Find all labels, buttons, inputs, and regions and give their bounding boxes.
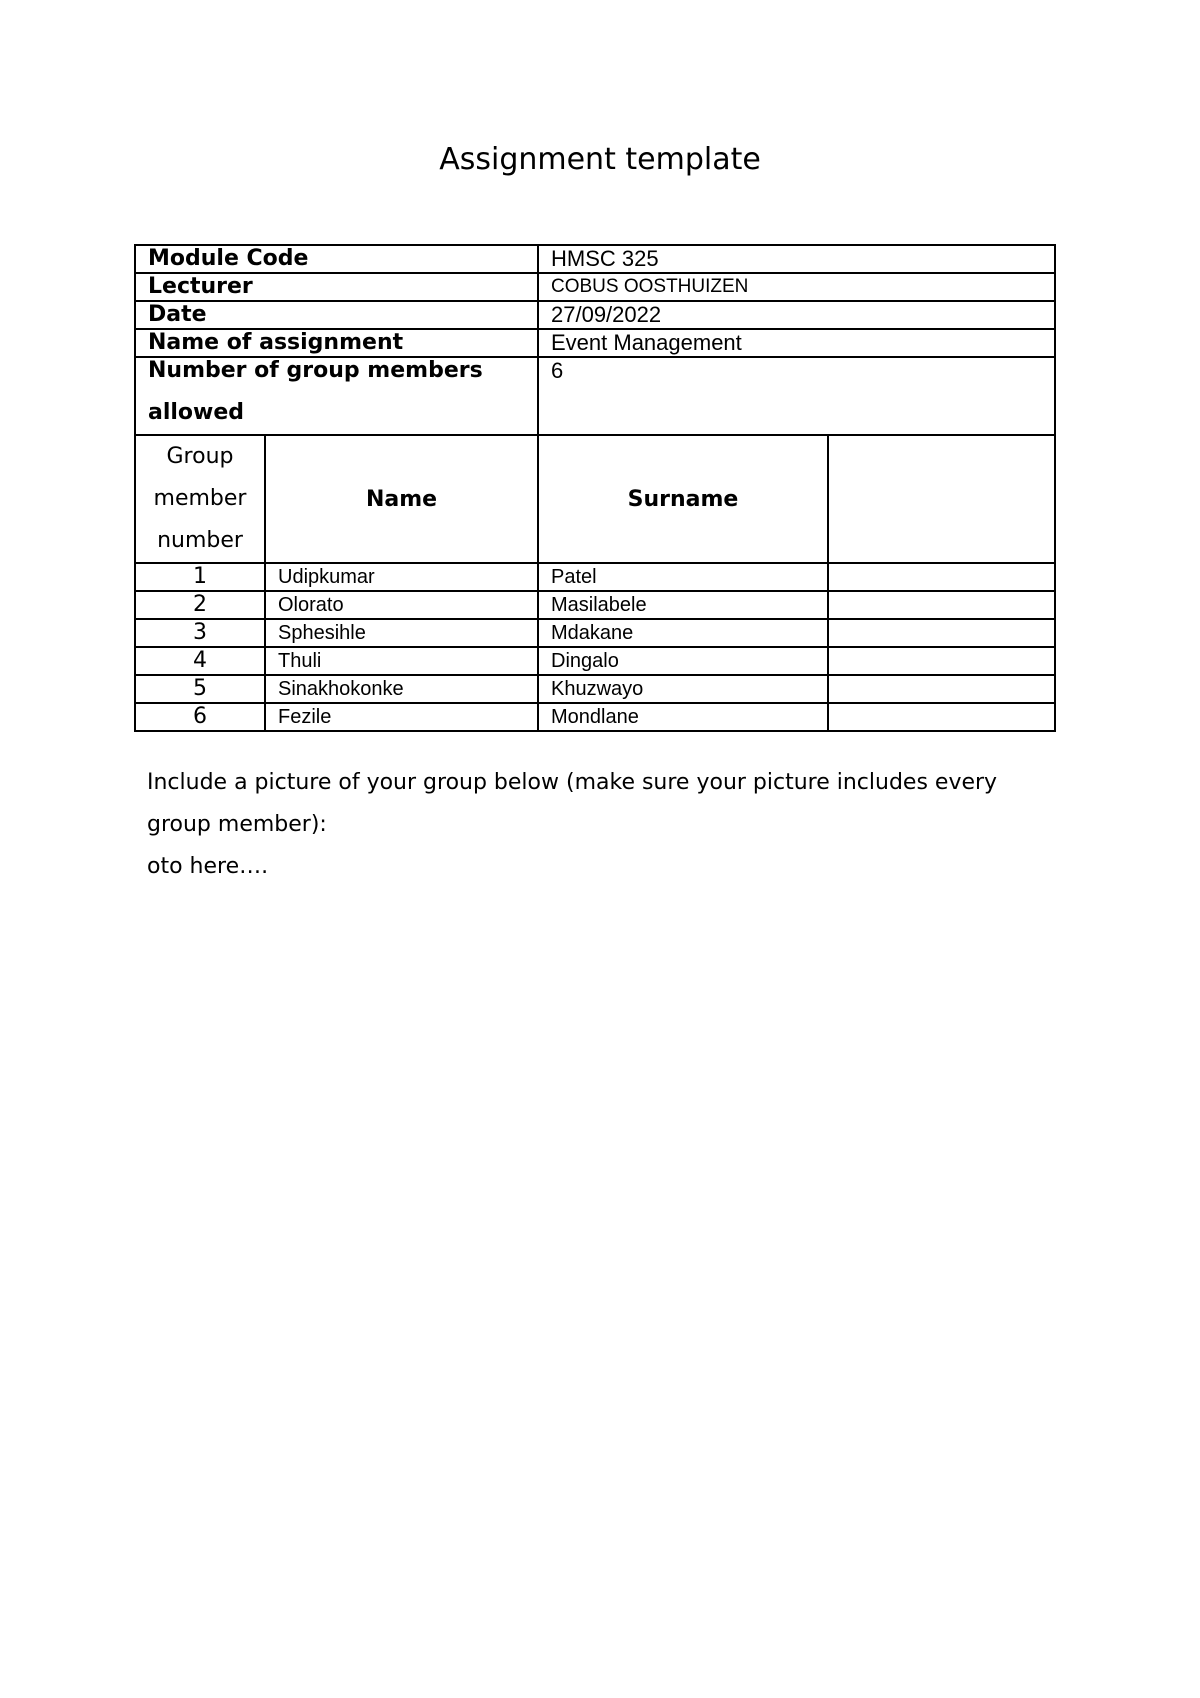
table-row [135,619,1055,647]
date-label: Date [148,302,207,327]
header-member-number: Group member number [153,444,247,553]
module-code-value: HMSC 325 [551,246,659,271]
date-value: 27/09/2022 [551,302,662,327]
member-name: Sphesihle [278,622,366,644]
member-number: 1 [193,564,207,589]
photo-placeholder-text: oto here…. [147,854,269,879]
member-name: Sinakhokonke [278,678,404,700]
assignment-table [134,244,1056,732]
member-name: Fezile [278,706,332,728]
lecturer-row [135,273,1055,301]
member-surname: Patel [551,566,597,588]
member-number: 6 [193,704,207,729]
header-name: Name [365,486,438,512]
member-number: 2 [193,592,207,617]
module-code-label: Module Code [148,246,309,271]
table-row [135,703,1055,731]
members-header-row [135,435,1055,563]
instructions [147,762,1047,888]
members-allowed-row [135,357,1055,435]
assignment-name-row [135,329,1055,357]
page-title: Assignment template [439,142,761,177]
member-name: Thuli [278,650,322,672]
table-row [135,563,1055,591]
members-allowed-value: 6 [551,358,564,383]
module-code-row [135,245,1055,273]
member-surname: Mdakane [551,622,634,644]
member-surname: Dingalo [551,650,619,672]
member-name: Olorato [278,594,344,616]
lecturer-label: Lecturer [148,274,253,299]
member-number: 4 [193,648,207,673]
member-number: 5 [193,676,207,701]
member-name: Udipkumar [278,566,375,588]
member-surname: Mondlane [551,706,639,728]
member-surname: Masilabele [551,594,647,616]
table-row [135,675,1055,703]
table-row [135,647,1055,675]
table-row [135,591,1055,619]
date-row [135,301,1055,329]
assignment-name-label: Name of assignment [148,330,404,355]
assignment-name-value: Event Management [551,330,742,355]
header-surname: Surname [627,486,739,512]
instructions-text: Include a picture of your group below (make sure your picture includes every group member): [147,770,998,837]
lecturer-value: COBUS OOSTHUIZEN [551,276,749,297]
members-allowed-label: Number of group members allowed [148,358,483,425]
member-surname: Khuzwayo [551,678,644,700]
member-number: 3 [193,620,207,645]
